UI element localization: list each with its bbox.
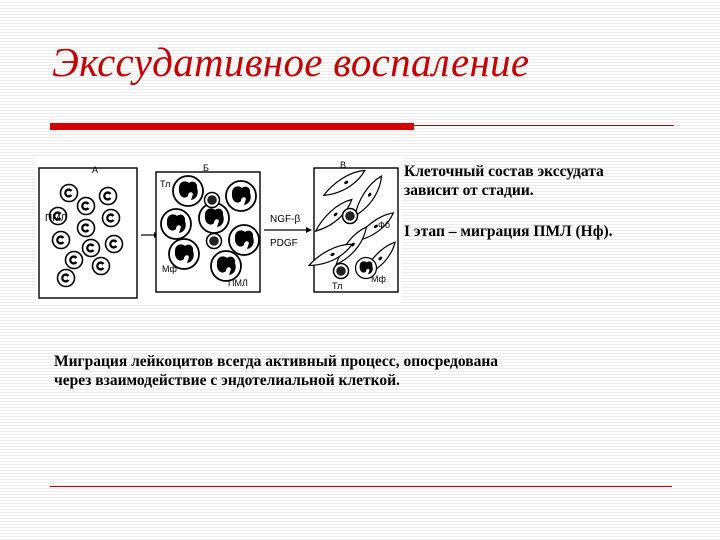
panel-b-label: Б — [203, 163, 209, 173]
label-tl-b: Тл — [160, 179, 171, 189]
bullet-migration — [54, 352, 694, 390]
bullet-composition-line-1: Клеточный состав экссудата — [404, 163, 604, 180]
stages-diagram — [36, 158, 402, 304]
label-pml-a: ПМЛ — [45, 213, 68, 224]
label-mf-b: Мф — [162, 264, 177, 274]
label-ngf: NGF-β — [270, 214, 301, 225]
bullet-stage-one: I этап – миграция ПМЛ (Нф). — [404, 223, 613, 240]
title-underline-thick — [50, 123, 414, 130]
label-fb-c: Фб — [378, 220, 390, 230]
label-tl-c: Тл — [332, 281, 343, 291]
bullet-migration-line-2: через взаимодействие с эндотелиальной клеткой. — [54, 372, 400, 389]
bullet-composition — [404, 162, 704, 200]
bullet-migration-line-1: Миграция лейкоцитов всегда активный процесс, опосредована — [54, 353, 499, 370]
panel-c-label: В — [340, 160, 347, 170]
inflammation-stages-figure — [36, 158, 402, 304]
label-mf-c: Мф — [371, 274, 386, 284]
title-underline-thin — [414, 125, 674, 126]
footer-rule — [50, 486, 672, 487]
label-pml-b: ПМЛ — [228, 278, 248, 288]
panel-a-label: А — [92, 165, 99, 175]
slide-title: Экссудативное воспаление — [52, 39, 530, 85]
label-pdgf: PDGF — [270, 238, 298, 249]
bullet-composition-line-2: зависит от стадии. — [404, 182, 534, 199]
